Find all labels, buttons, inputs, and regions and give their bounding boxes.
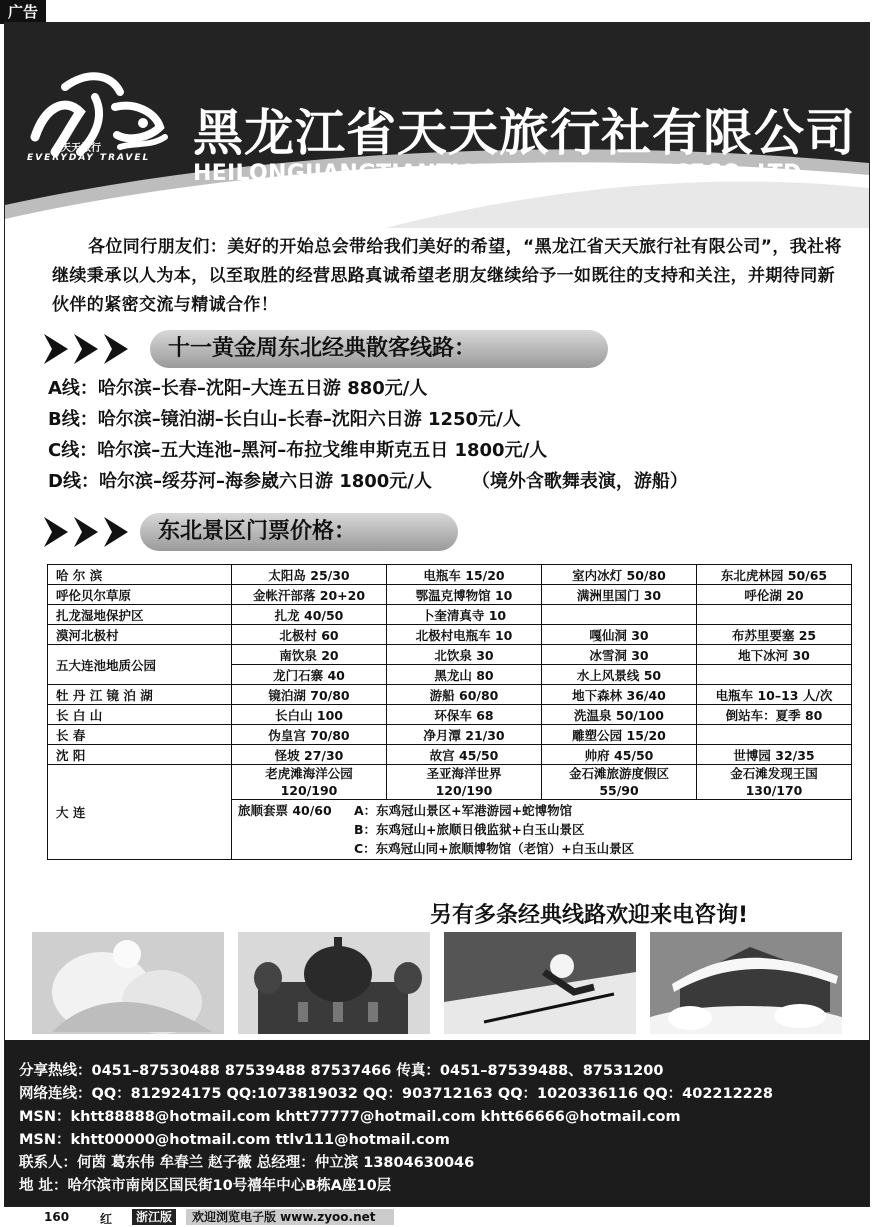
table-row [48, 645, 852, 665]
photo-skier [444, 932, 636, 1034]
table-row [48, 685, 852, 705]
ticket-cell: 鄂温克博物馆 10 [387, 585, 542, 605]
page-number: 160 [44, 1210, 70, 1224]
more-routes-callout: 另有多条经典线路欢迎来电咨询! [430, 903, 749, 928]
scenic-area-name: 大 连 [48, 765, 232, 860]
lvshun-combo-item: C：东鸡冠山同+旅顺博物馆（老馆）+白玉山景区 [354, 841, 635, 856]
table-row [48, 565, 852, 585]
ticket-cell [697, 725, 852, 745]
ticket-cell-price: 120/190 [435, 783, 493, 798]
hotline-line: 分享热线：0451–87530488 87539488 87537466 传真：0451–87539488、87531200 [19, 1063, 664, 1079]
table-row [48, 705, 852, 725]
ticket-cell: 北饮泉 30 [387, 645, 542, 665]
ticket-cell: 游船 60/80 [387, 685, 542, 705]
ticket-cell: 呼伦湖 20 [697, 585, 852, 605]
ticket-cell: 净月潭 21/30 [387, 725, 542, 745]
ticket-cell-price: 55/90 [599, 783, 639, 798]
company-title-en: HEILONGJIANGTIANTIANTRAVEL SERVICECO. LTD [193, 161, 802, 186]
ticket-cell: 镜泊湖 70/80 [232, 685, 387, 705]
logo-english: EVERYDAY TRAVEL [27, 153, 151, 163]
route-item: C线：哈尔滨–五大连池–黑河–布拉戈维申斯克五日 1800元/人 [48, 440, 548, 461]
ticket-cell: 金帐汗部落 20+20 [232, 585, 387, 605]
ticket-cell [697, 605, 852, 625]
scenic-area-name: 长 白 山 [48, 705, 232, 725]
photo-ice-sculpture [32, 932, 224, 1034]
ticket-cell: 伪皇宫 70/80 [232, 725, 387, 745]
ticket-cell-name: 金石滩发现王国 [730, 766, 818, 781]
photo-snow-village [650, 932, 842, 1034]
ticket-cell: 世博园 32/35 [697, 745, 852, 765]
triple-arrow-icon [44, 334, 144, 364]
photo-strip [32, 932, 842, 1034]
triple-arrow-icon [44, 517, 144, 547]
ticket-cell: 东北虎林园 50/65 [697, 565, 852, 585]
ticket-cell: 帅府 45/50 [542, 745, 697, 765]
scenic-area-name: 漠河北极村 [48, 625, 232, 645]
ticket-cell [387, 765, 542, 800]
ticket-price-table [47, 564, 852, 860]
lvshun-combo-cell [232, 800, 852, 860]
ticket-cell: 扎龙 40/50 [232, 605, 387, 625]
company-logo-icon [25, 67, 175, 187]
table-row [48, 625, 852, 645]
lvshun-combo-item: B：东鸡冠山+旅顺日俄监狱+白玉山景区 [354, 822, 585, 837]
ticket-cell: 长白山 100 [232, 705, 387, 725]
edition-badge: 浙江版 [132, 1209, 176, 1225]
msn-line: MSN：khtt88888@hotmail.com khtt77777@hotmail.com khtt66666@hotmail.com [19, 1109, 681, 1125]
address-line: 地 址：哈尔滨市南岗区国民街10号禧年中心B栋A座10层 [19, 1178, 392, 1194]
ticket-cell: 雕塑公园 15/20 [542, 725, 697, 745]
route-note: （境外含歌舞表演，游船） [471, 471, 688, 492]
photo-cathedral [238, 932, 430, 1034]
intro-paragraph: 各位同行朋友们：美好的开始总会带给我们美好的希望，“黑龙江省天天旅行社有限公司”，我社将继续秉承以人为本，以至取胜的经营思路真诚希望老朋友继续给予一如既往的支持和关注，并期待同新伙伴的紧密交流与精诚合作！ [52, 237, 842, 315]
ticket-cell: 地下冰河 30 [697, 645, 852, 665]
scenic-area-name: 沈 阳 [48, 745, 232, 765]
ticket-cell [697, 665, 852, 685]
page-color-mark: 红 [100, 1212, 113, 1226]
ad-tag: 广告 [0, 0, 46, 24]
ticket-cell-price: 120/190 [280, 783, 338, 798]
ticket-cell: 水上风景线 50 [542, 665, 697, 685]
ticket-cell-price: 130/170 [745, 783, 803, 798]
ticket-cell: 满洲里国门 30 [542, 585, 697, 605]
ticket-cell: 地下森林 36/40 [542, 685, 697, 705]
ticket-cell: 室内冰灯 50/80 [542, 565, 697, 585]
lvshun-combo-label: 旅顺套票 40/60 [238, 803, 332, 818]
route-list [48, 374, 858, 498]
ticket-cell: 嘎仙洞 30 [542, 625, 697, 645]
ticket-cell: 电瓶车 10–13 人/次 [697, 685, 852, 705]
ticket-cell: 布苏里要塞 25 [697, 625, 852, 645]
table-row [48, 765, 852, 800]
company-title-cn: 黑龙江省天天旅行社有限公司 [193, 104, 856, 162]
table-row [48, 745, 852, 765]
table-row [48, 725, 852, 745]
section-routes-title: 十一黄金周东北经典散客线路： [150, 330, 608, 368]
header-banner [5, 23, 869, 228]
scenic-area-name: 呼伦贝尔草原 [48, 585, 232, 605]
ticket-cell: 怪坡 27/30 [232, 745, 387, 765]
ticket-cell: 南饮泉 20 [232, 645, 387, 665]
contact-footer [5, 1040, 869, 1206]
ticket-cell [542, 765, 697, 800]
ticket-cell: 卜奎清真寺 10 [387, 605, 542, 625]
lvshun-combo-item: A：东鸡冠山景区+军港游园+蛇博物馆 [354, 803, 573, 818]
section-tickets-title: 东北景区门票价格： [140, 513, 458, 551]
scenic-area-name: 长 春 [48, 725, 232, 745]
ticket-cell: 黑龙山 80 [387, 665, 542, 685]
route-item: B线：哈尔滨–镜泊湖–长白山–长春–沈阳六日游 1250元/人 [48, 409, 521, 430]
ticket-cell: 龙门石寨 40 [232, 665, 387, 685]
contact-line: 联系人：何茵 葛东伟 牟春兰 赵子薇 总经理：仲立滨 13804630046 [19, 1155, 475, 1171]
msn-line: MSN：khtt00000@hotmail.com ttlv111@hotmail.com [19, 1132, 450, 1148]
route-item: A线：哈尔滨–长春–沈阳–大连五日游 880元/人 [48, 378, 428, 399]
ticket-cell [697, 765, 852, 800]
ticket-cell-name: 圣亚海洋世界 [426, 766, 502, 781]
lvshun-combo-list [238, 801, 845, 858]
ticket-cell: 太阳岛 25/30 [232, 565, 387, 585]
scenic-area-name: 哈 尔 滨 [48, 565, 232, 585]
table-row [48, 585, 852, 605]
ticket-cell: 冰雪洞 30 [542, 645, 697, 665]
scenic-area-name: 牡 丹 江 镜 泊 湖 [48, 685, 232, 705]
qq-line: 网络连线：QQ：812924175 QQ:1073819032 QQ：903712163 QQ：1020336116 QQ：402212228 [19, 1086, 773, 1102]
scenic-area-name: 五大连池地质公园 [48, 645, 232, 685]
ticket-cell: 环保车 68 [387, 705, 542, 725]
page-footer-bar [0, 1208, 874, 1227]
ticket-cell [542, 605, 697, 625]
ticket-cell: 电瓶车 15/20 [387, 565, 542, 585]
ticket-cell-name: 老虎滩海洋公园 [265, 766, 353, 781]
logo-subtitle: 天天旅行 [61, 143, 101, 154]
route-item: D线：哈尔滨–绥芬河–海参崴六日游 1800元/人 （境外含歌舞表演，游船） [48, 471, 688, 492]
ticket-cell: 故宫 45/50 [387, 745, 542, 765]
ticket-cell: 北极村电瓶车 10 [387, 625, 542, 645]
ticket-cell [232, 765, 387, 800]
ticket-cell-name: 金石滩旅游度假区 [568, 766, 669, 781]
table-row [48, 605, 852, 625]
website-promo[interactable]: 欢迎浏览电子版 www.zyoo.net [186, 1209, 394, 1225]
ticket-cell: 洗温泉 50/100 [542, 705, 697, 725]
ticket-cell: 北极村 60 [232, 625, 387, 645]
ticket-cell: 倒站车：夏季 80 [697, 705, 852, 725]
scenic-area-name: 扎龙湿地保护区 [48, 605, 232, 625]
